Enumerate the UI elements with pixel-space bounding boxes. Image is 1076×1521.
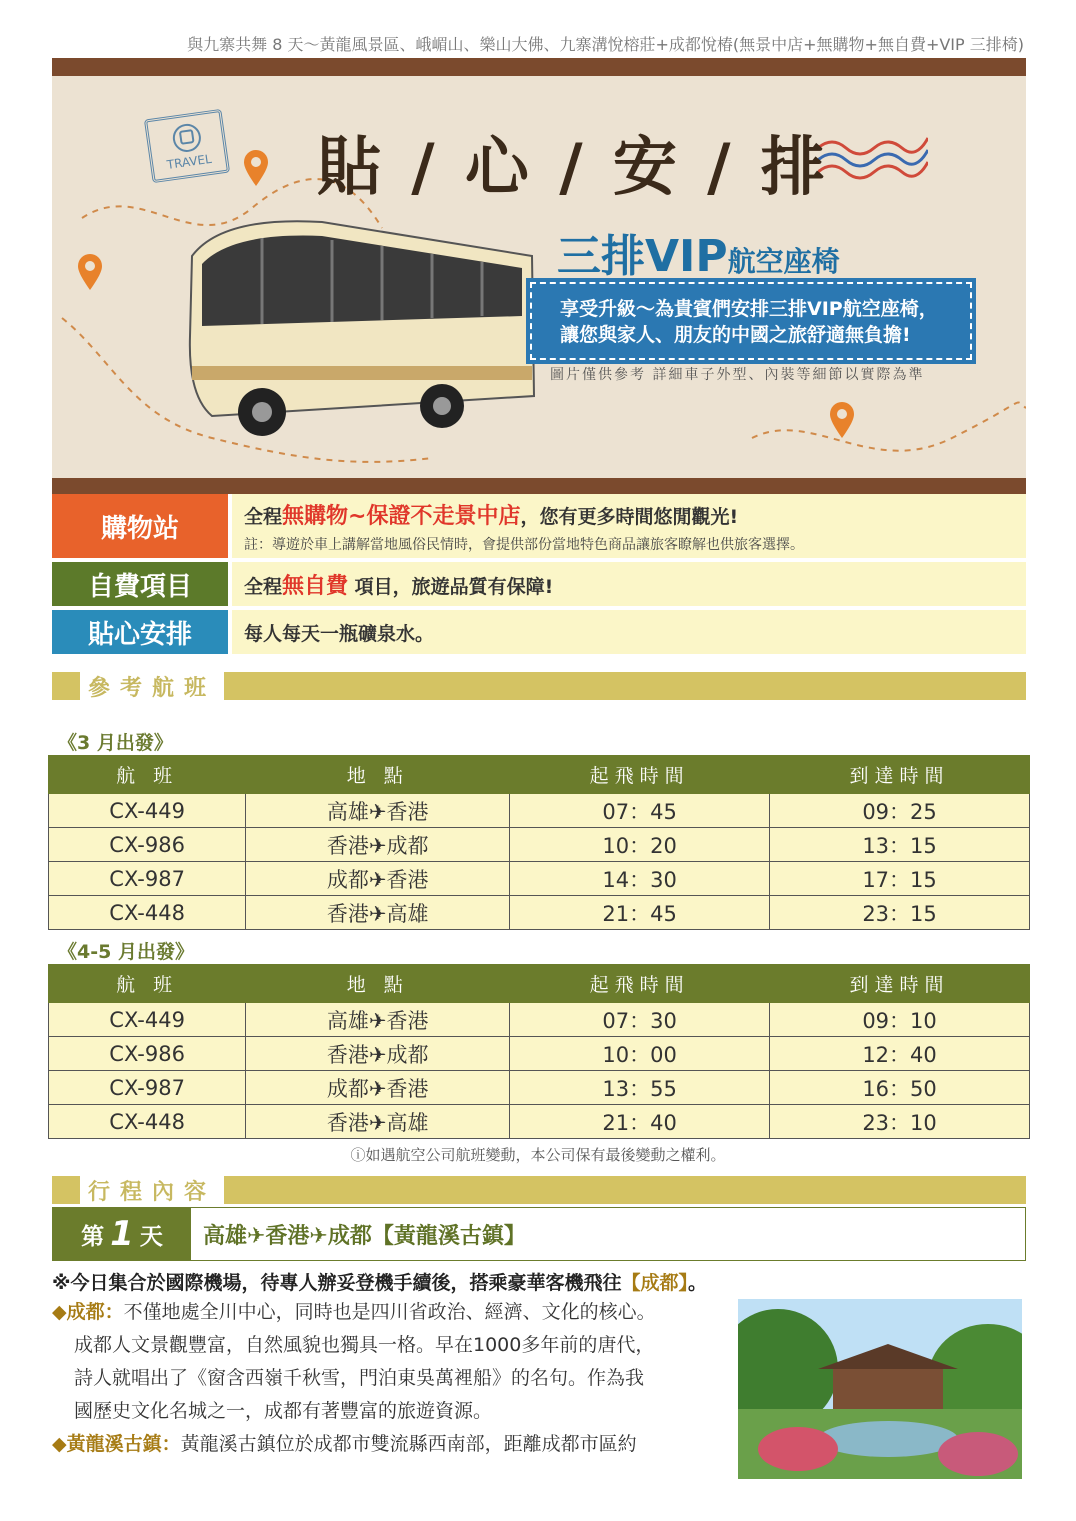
- table-row: [49, 896, 1030, 930]
- section-flights: [52, 672, 1026, 700]
- train-icon: [170, 121, 204, 155]
- place-key: ◆黃龍溪古鎮：: [52, 1433, 181, 1455]
- cell: CX-448: [49, 896, 246, 930]
- departure-label: 《3 月出發》: [58, 732, 173, 754]
- info-post: 項目，旅遊品質有保障!: [348, 575, 554, 598]
- paragraph-line: [52, 1428, 732, 1461]
- day-suffix: 天: [139, 1223, 163, 1250]
- paragraph-line: 成都人文景觀豐富，自然風貌也獨具一格。早在1000多年前的唐代，: [74, 1334, 655, 1356]
- bus-image: [182, 216, 542, 446]
- col-arrive: 到達時間: [770, 965, 1030, 1003]
- info-main: [244, 569, 1026, 600]
- line-text: 不僅地處全川中心，同時也是四川省政治、經濟、文化的核心。: [123, 1301, 656, 1323]
- flight-note: [0, 1144, 1076, 1165]
- cell: 21：45: [510, 896, 770, 930]
- cell: 香港✈高雄: [246, 896, 510, 930]
- flight-table-march: [48, 755, 1030, 930]
- cell: 10：00: [510, 1037, 770, 1071]
- col-flight: 航 班: [49, 965, 246, 1003]
- day-number: 1: [110, 1214, 134, 1254]
- info-pre: 全程: [244, 505, 283, 528]
- flight-note-text: 如遇航空公司航班變動，本公司保有最後變動之權利。: [365, 1146, 726, 1164]
- cell: 成都✈香港: [246, 1071, 510, 1105]
- ribbon-line-2: 讓您與家人、朋友的中國之旅舒適無負擔!: [560, 324, 911, 346]
- cell: 23：15: [770, 896, 1030, 930]
- banner-title: 貼 / 心 / 安 / 排: [317, 130, 829, 205]
- tour-title: 與九寨共舞 8 天～黃龍風景區、峨嵋山、樂山大佛、九寨溝悅榕莊+成都悅椿(無景中店+無購物+無自費+VIP 三排椅): [187, 35, 1024, 54]
- day-1-box: [52, 1207, 1026, 1261]
- cell: 17：15: [770, 862, 1030, 896]
- section-marker: [52, 672, 80, 700]
- col-depart: 起飛時間: [510, 756, 770, 794]
- cell: 16：50: [770, 1071, 1030, 1105]
- col-arrive: 到達時間: [770, 756, 1030, 794]
- day-intro: [52, 1268, 707, 1295]
- table-row: [49, 828, 1030, 862]
- table-header-row: [49, 756, 1030, 794]
- cell: 高雄✈香港: [246, 794, 510, 828]
- info-row-care: [52, 610, 1026, 654]
- col-place: 地 點: [246, 965, 510, 1003]
- section-itinerary: [52, 1176, 1026, 1204]
- banner-ribbon: [530, 282, 972, 360]
- cell: CX-449: [49, 794, 246, 828]
- paragraph-line: 國歷史文化名城之一，成都有著豐富的旅遊資源。: [74, 1400, 493, 1422]
- info-label: 自費項目: [52, 562, 228, 606]
- cell: 07：45: [510, 794, 770, 828]
- info-body: [232, 610, 1026, 654]
- cell: 12：40: [770, 1037, 1030, 1071]
- town-photo: [738, 1299, 1022, 1479]
- cell: 07：30: [510, 1003, 770, 1037]
- info-pre: 全程: [244, 575, 283, 598]
- cell: 13：15: [770, 828, 1030, 862]
- cell: 香港✈成都: [246, 828, 510, 862]
- cell: 09：25: [770, 794, 1030, 828]
- flight-table-april-may: [48, 964, 1030, 1139]
- location-pin-icon: [242, 150, 270, 188]
- info-main: [244, 619, 1026, 646]
- cell: CX-986: [49, 828, 246, 862]
- info-label: 貼心安排: [52, 610, 228, 654]
- cell: 成都✈香港: [246, 862, 510, 896]
- info-row-optional: [52, 562, 1026, 606]
- info-post: ，您有更多時間悠閒觀光!: [520, 505, 739, 528]
- cell: CX-986: [49, 1037, 246, 1071]
- banner-note: 圖片僅供參考 詳細車子外型、內裝等細節以實際為準: [550, 367, 925, 383]
- cell: 香港✈高雄: [246, 1105, 510, 1139]
- location-pin-icon: [828, 402, 856, 440]
- subtitle-main: 三排VIP: [557, 231, 728, 282]
- cell: 21：40: [510, 1105, 770, 1139]
- table-row: [49, 794, 1030, 828]
- col-depart: 起飛時間: [510, 965, 770, 1003]
- subtitle-small: 航空座椅: [727, 245, 840, 278]
- info-pre: 每人每天一瓶礦泉水。: [244, 622, 435, 645]
- departure-label: 《4-5 月出發》: [58, 941, 194, 963]
- day-route: 高雄✈香港✈成都【黃龍溪古鎮】: [203, 1223, 526, 1249]
- paragraph-line: [52, 1296, 732, 1329]
- town-photo-image: [738, 1299, 1022, 1479]
- section-title: 參考航班: [80, 672, 224, 700]
- section-title: 行程內容: [80, 1176, 224, 1204]
- cell: CX-987: [49, 1071, 246, 1105]
- info-main: [244, 499, 1026, 530]
- table-row: [49, 1071, 1030, 1105]
- info-highlight: 無購物~保證不走景中店: [282, 503, 521, 529]
- cell: CX-448: [49, 1105, 246, 1139]
- cell: 香港✈成都: [246, 1037, 510, 1071]
- cell: 13：55: [510, 1071, 770, 1105]
- cell: 高雄✈香港: [246, 1003, 510, 1037]
- paragraph-line: 詩人就唱出了《窗含西嶺千秋雪，門泊東吳萬裡船》的名句。作為我: [74, 1367, 645, 1389]
- cell: 09：10: [770, 1003, 1030, 1037]
- info-row-shopping: [52, 494, 1026, 558]
- cell: 14：30: [510, 862, 770, 896]
- info-label: 購物站: [52, 494, 228, 558]
- banner-bottom-bar: [52, 478, 1026, 494]
- intro-text: ※今日集合於國際機場，待專人辦妥登機手續後，搭乘豪華客機飛往: [52, 1272, 622, 1294]
- col-place: 地 點: [246, 756, 510, 794]
- col-flight: 航 班: [49, 756, 246, 794]
- info-note: 註：導遊於車上講解當地風俗民情時，會提供部份當地特色商品讓旅客瞭解也供旅客選擇。: [244, 536, 804, 553]
- cell: 23：10: [770, 1105, 1030, 1139]
- day-label: [53, 1208, 191, 1260]
- section-marker: [52, 1176, 80, 1204]
- intro-end: 。: [688, 1272, 708, 1294]
- banner-subtitle: [557, 220, 840, 284]
- cell: 10：20: [510, 828, 770, 862]
- stamp-label: TRAVEL: [165, 151, 213, 172]
- info-highlight: 無自費: [282, 573, 349, 599]
- table-row: [49, 1037, 1030, 1071]
- travel-stamp: [144, 109, 230, 183]
- table-row: [49, 1105, 1030, 1139]
- table-row: [49, 862, 1030, 896]
- info-body: [232, 494, 1026, 558]
- place-key: ◆成都：: [52, 1301, 124, 1323]
- table-header-row: [49, 965, 1030, 1003]
- intro-highlight: 【成都】: [621, 1272, 688, 1294]
- cell: CX-987: [49, 862, 246, 896]
- day-description: [52, 1296, 732, 1461]
- banner: [52, 58, 1026, 494]
- cell: CX-449: [49, 1003, 246, 1037]
- info-circle-icon: ⓘ: [350, 1146, 366, 1164]
- info-body: [232, 562, 1026, 606]
- day-prefix: 第: [81, 1223, 105, 1250]
- airmail-wave-icon: [818, 128, 928, 188]
- line-text: 黃龍溪古鎮位於成都市雙流縣西南部，距離成都市區約: [180, 1433, 637, 1455]
- table-row: [49, 1003, 1030, 1037]
- ribbon-line-1: 享受升級～為貴賓們安排三排VIP航空座椅，: [560, 298, 938, 320]
- location-pin-icon: [76, 254, 104, 292]
